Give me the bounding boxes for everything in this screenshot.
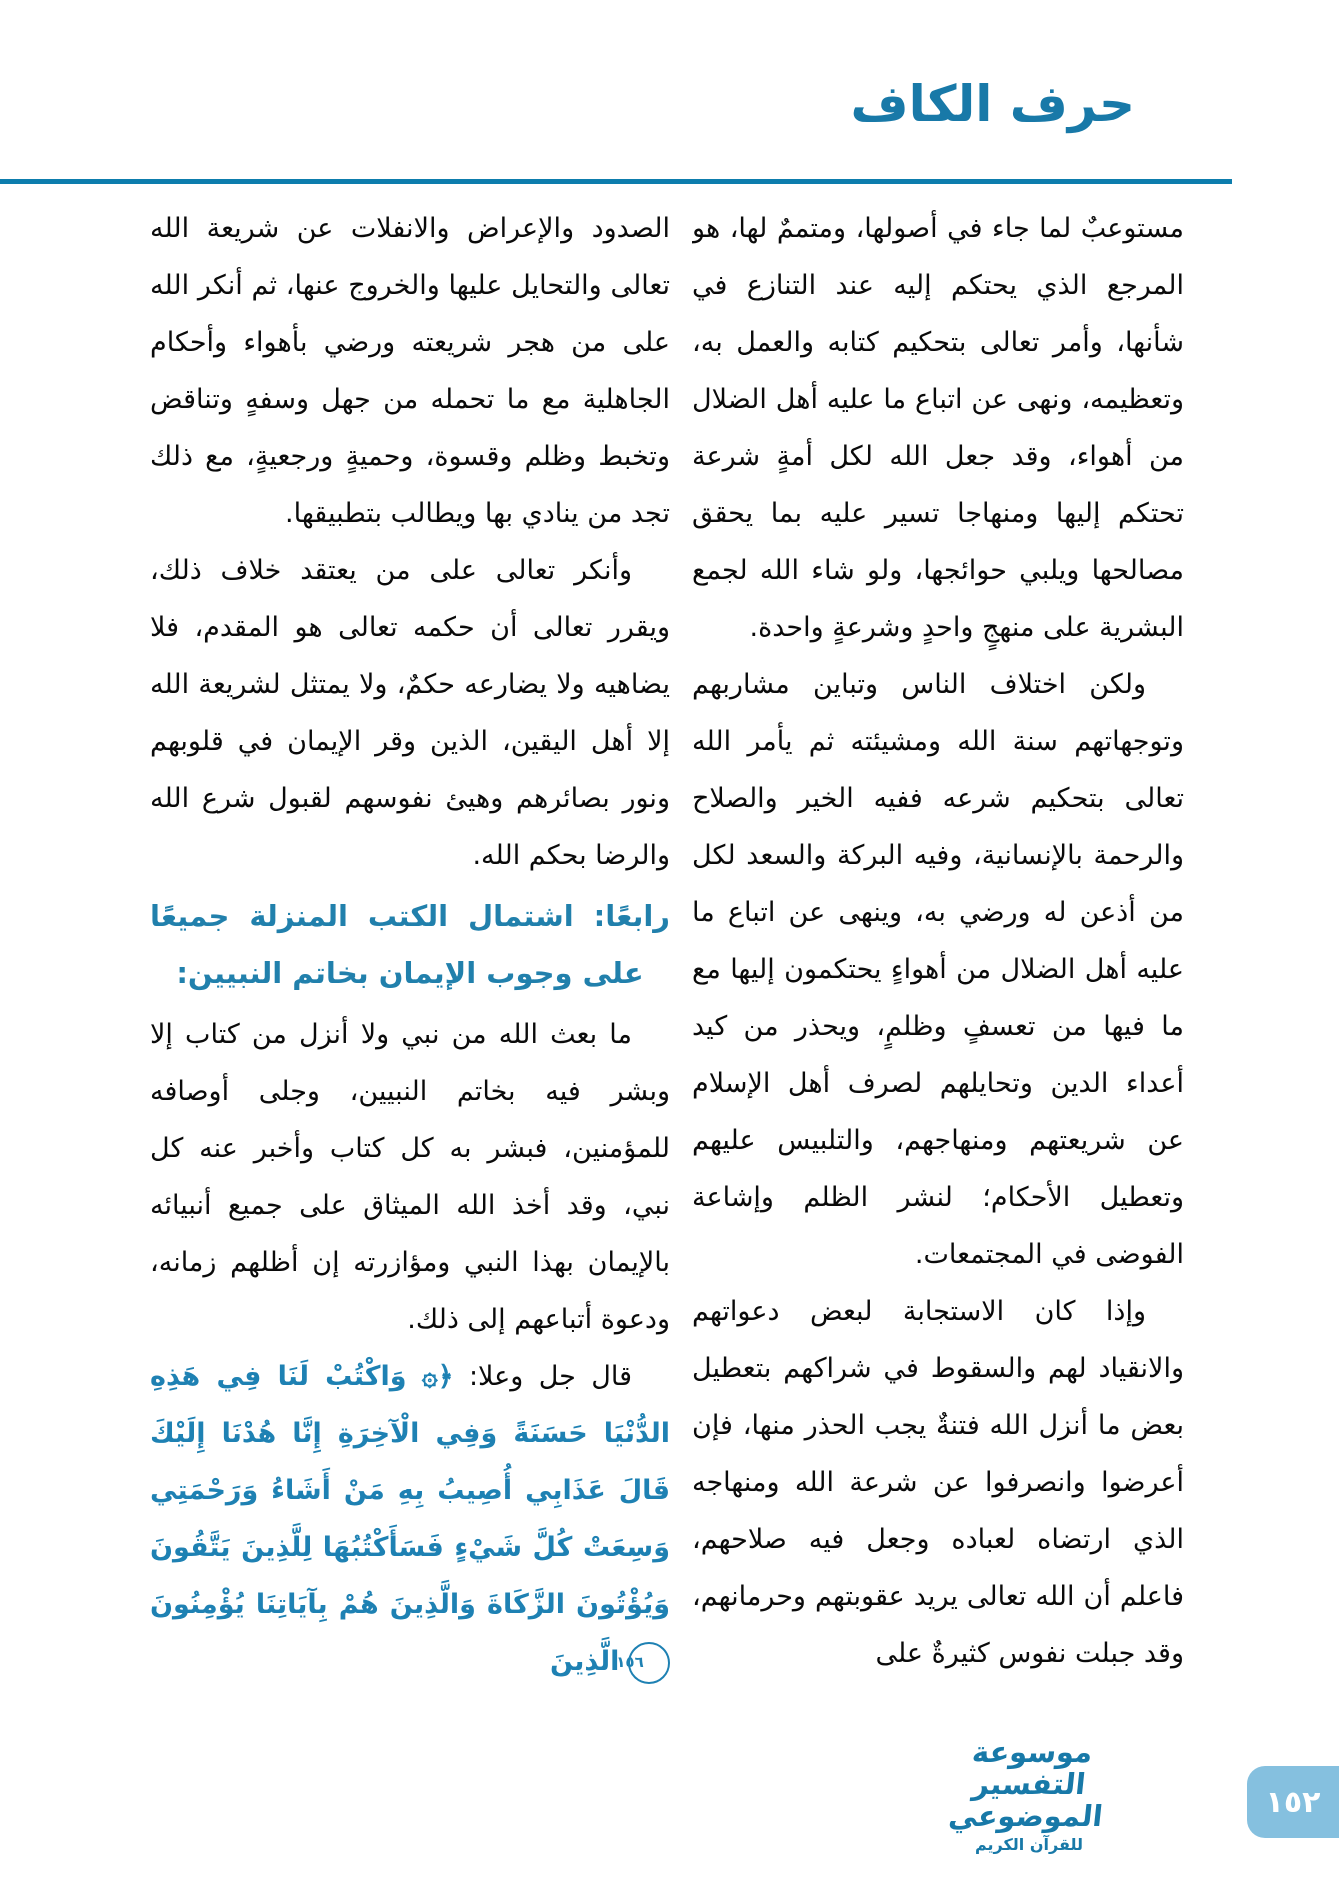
paragraph: وإذا كان الاستجابة لبعض دعواتهم والانقياد لهم والسقوط في شراكهم بتعطيل بعض ما أنزل الله فتنةٌ يجب الحذر منها، فإن أعرضوا وانصرفوا عن شرعة الله ومنهاجه الذي ارتضاه لعباده وجعل فيه صلاحهم، فاعلم أن الله تعالى يريد عقوبتهم وحرمانهم، وقد جبلت نفوس كثيرةٌ على <box>692 1296 1184 1669</box>
section-heading-line2: على وجوب الإيمان بخاتم النبيين: <box>176 956 644 990</box>
header-divider <box>0 179 1232 184</box>
page-number-badge <box>1247 1766 1339 1838</box>
ayah-number: ١٥٦ <box>616 1653 644 1671</box>
chapter-title: حرف الكاف <box>850 75 1135 133</box>
column-right <box>692 200 1184 1728</box>
publisher-logo <box>919 1734 1139 1855</box>
quote-intro: قال جل وعلا: <box>468 1361 632 1392</box>
ornate-bracket-icon: ﴿۞ <box>421 1361 454 1392</box>
paragraph: مستوعبٌ لما جاء في أصولها، ومتممٌ لها، هو المرجع الذي يحتكم إليه عند التنازع في شأنها، وأمر تعالى بتحكيم كتابه والعمل به، وتعظيمه، ونهى عن اتباع ما عليه أهل الضلال من أهواء، وقد جعل الله لكل أمةٍ شرعة تحتكم إليها ومنهاجا تسير عليه بما يحقق مصالحها ويلبي حوائجها، ولو شاء الله لجمع البشرية على منهجٍ واحدٍ وشرعةٍ واحدة. <box>692 213 1184 643</box>
column-left <box>150 200 670 1728</box>
page-number: ١٥٢ <box>1265 1784 1321 1820</box>
paragraph: وأنكر تعالى على من يعتقد خلاف ذلك، ويقرر تعالى أن حكمه تعالى هو المقدم، فلا يضاهيه ولا يضارعه حكمٌ، ولا يمتثل لشريعة الله إلا أهل اليقين، الذين وقر الإيمان في قلوبهم ونور بصائرهم وهيئ نفوسهم لقبول شرع الله والرضا بحكم الله. <box>150 555 670 871</box>
paragraph: الصدود والإعراض والانفلات عن شريعة الله تعالى والتحايل عليها والخروج عنها، ثم أنكر الله على من هجر شريعته ورضي بأهواء وأحكام الجاهلية مع ما تحمله من جهل وسفهٍ وتناقض وتخبط وظلم وقسوة، وحميةٍ ورجعيةٍ، مع ذلك تجد من ينادي بها ويطالب بتطبيقها. <box>150 213 670 529</box>
quran-verse-tail: الَّذِينَ <box>549 1646 620 1677</box>
quran-quote <box>150 1348 670 1690</box>
text-columns <box>150 200 1184 1728</box>
section-heading-line1: رابعًا: اشتمال الكتب المنزلة جميعًا <box>150 899 670 933</box>
ayah-number-badge <box>616 1642 670 1684</box>
logo-calligraphy-line1: موسوعة التفسير الموضوعي <box>947 1734 1105 1833</box>
section-heading <box>150 888 670 1002</box>
paragraph: ولكن اختلاف الناس وتباين مشاربهم وتوجهاتهم سنة الله ومشيئته ثم يأمر الله تعالى بتحكيم شرعه ففيه الخير والصلاح والرحمة بالإنسانية، وفيه البركة والسعد لكل من أذعن له ورضي به، وينهى عن اتباع ما عليه أهل الضلال من أهواءٍ يحتكمون إليها مع ما فيها من تعسفٍ وظلمٍ، ويحذر من كيد أعداء الدين وتحايلهم لصرف أهل الإسلام عن شريعتهم ومنهاجهم، والتلبيس عليهم وتعطيل الأحكام؛ لنشر الظلم وإشاعة الفوضى في المجتمعات. <box>692 669 1184 1270</box>
logo-calligraphy-line2: للقرآن الكريم <box>974 1835 1084 1855</box>
paragraph: ما بعث الله من نبي ولا أنزل من كتاب إلا وبشر فيه بخاتم النبيين، وجلى أوصافه للمؤمنين، فبشر به كل كتاب وأخبر عنه كل نبي، وقد أخذ الله الميثاق على جميع أنبيائه بالإيمان بهذا النبي ومؤازرته إن أظلهم زمانه، ودعوة أتباعهم إلى ذلك. <box>150 1019 670 1335</box>
quran-verse-text: وَاكْتُبْ لَنَا فِي هَذِهِ الدُّنْيَا حَسَنَةً وَفِي الْآخِرَةِ إِنَّا هُدْنَا إِلَيْكَ قَالَ عَذَابِي أُصِيبُ بِهِ مَنْ أَشَاءُ وَرَحْمَتِي وَسِعَتْ كُلَّ شَيْءٍ فَسَأَكْتُبُهَا لِلَّذِينَ يَتَّقُونَ وَيُؤْتُونَ الزَّكَاةَ وَالَّذِينَ هُمْ بِآيَاتِنَا يُؤْمِنُونَ <box>150 1361 670 1620</box>
